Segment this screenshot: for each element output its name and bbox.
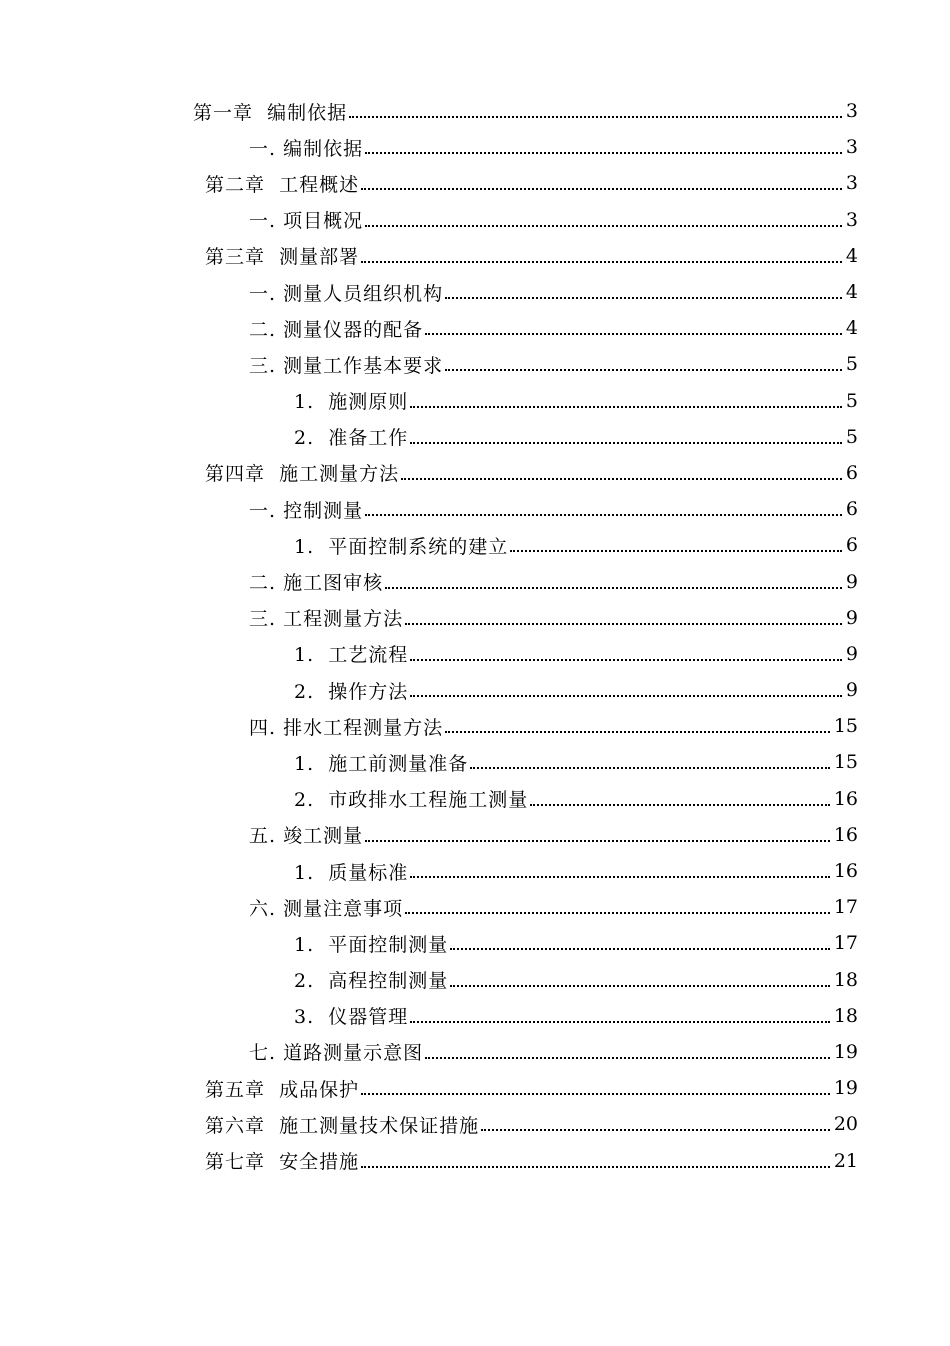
toc-entry-label: 第二章 工程概述: [205, 173, 360, 196]
toc-entry[interactable]: [0, 1142, 950, 1178]
dot-leader: [410, 695, 842, 697]
toc-entry-page-number: 6: [845, 461, 858, 484]
toc-entry-label: 2. 操作方法: [294, 680, 409, 703]
toc-entry-page-number: 20: [833, 1113, 858, 1136]
toc-entry-label: 二. 测量仪器的配备: [249, 318, 424, 341]
toc-entry[interactable]: [0, 455, 950, 491]
toc-entry-label: 一. 编制依据: [249, 137, 364, 160]
toc-entry-inner: [205, 1075, 950, 1102]
toc-entry-inner: [249, 713, 950, 740]
dot-leader: [445, 297, 842, 299]
dot-leader: [410, 659, 842, 661]
dot-leader: [510, 550, 842, 552]
toc-entry-label: 1. 平面控制测量: [294, 933, 449, 956]
dot-leader: [349, 116, 842, 118]
toc-entry[interactable]: [0, 419, 950, 455]
toc-entry-inner: [249, 821, 950, 848]
toc-entry[interactable]: [0, 744, 950, 780]
dot-leader: [365, 225, 842, 227]
toc-entry[interactable]: [0, 1106, 950, 1142]
toc-entry-page-number: 18: [833, 1004, 858, 1027]
toc-entry-inner: [249, 315, 950, 342]
toc-entry-label: 第三章 测量部署: [205, 246, 360, 269]
toc-entry-page-number: 5: [845, 425, 858, 448]
toc-entry[interactable]: [0, 925, 950, 961]
dot-leader: [361, 1166, 830, 1168]
toc-entry[interactable]: [0, 274, 950, 310]
toc-entry-label: 一. 项目概况: [249, 210, 364, 233]
toc-entry-page-number: 9: [845, 642, 858, 665]
toc-entry-inner: [205, 1111, 950, 1138]
toc-entry[interactable]: [0, 202, 950, 238]
toc-entry-page-number: 17: [833, 932, 858, 955]
toc-entry-inner: [205, 170, 950, 197]
toc-entry[interactable]: [0, 998, 950, 1034]
toc-entry-inner: [294, 785, 950, 812]
toc-entry-inner: [294, 1002, 950, 1029]
toc-entry[interactable]: [0, 238, 950, 274]
toc-entry-label: 第七章 安全措施: [205, 1151, 360, 1174]
toc-entry-inner: [294, 423, 950, 450]
toc-entry-label: 1. 工艺流程: [294, 644, 409, 667]
toc-entry[interactable]: [0, 346, 950, 382]
toc-entry[interactable]: [0, 672, 950, 708]
toc-entry-page-number: 9: [845, 570, 858, 593]
toc-entry-page-number: 6: [845, 534, 858, 557]
toc-entry-label: 第四章 施工测量方法: [205, 463, 400, 486]
dot-leader: [470, 767, 830, 769]
toc-entry[interactable]: [0, 165, 950, 201]
toc-entry-page-number: 16: [833, 787, 858, 810]
toc-entry-page-number: 9: [845, 606, 858, 629]
toc-entry-inner: [249, 894, 950, 921]
toc-entry[interactable]: [0, 1034, 950, 1070]
dot-leader: [410, 876, 830, 878]
toc-entry-inner: [249, 351, 950, 378]
toc-entry-label: 一. 测量人员组织机构: [249, 282, 444, 305]
toc-entry[interactable]: [0, 853, 950, 889]
toc-entry-page-number: 18: [833, 968, 858, 991]
toc-entry[interactable]: [0, 708, 950, 744]
toc-entry-page-number: 3: [845, 208, 858, 231]
toc-entry-page-number: 16: [833, 823, 858, 846]
toc-entry-page-number: 3: [845, 172, 858, 195]
dot-leader: [405, 912, 830, 914]
dot-leader: [410, 1021, 830, 1023]
toc-entry[interactable]: [0, 129, 950, 165]
toc-entry[interactable]: [0, 527, 950, 563]
toc-entry-label: 2. 准备工作: [294, 427, 409, 450]
toc-entry-label: 2. 高程控制测量: [294, 970, 449, 993]
toc-entry-inner: [249, 496, 950, 523]
toc-entry-page-number: 17: [833, 896, 858, 919]
dot-leader: [365, 514, 842, 516]
toc-entry-page-number: 4: [845, 281, 858, 304]
toc-entry[interactable]: [0, 636, 950, 672]
toc-entry[interactable]: [0, 962, 950, 998]
toc-entry[interactable]: [0, 600, 950, 636]
toc-entry-inner: [249, 206, 950, 233]
toc-entry-inner: [193, 98, 950, 125]
toc-entry-inner: [294, 532, 950, 559]
toc-entry-inner: [294, 930, 950, 957]
toc-entry-label: 1. 施工前测量准备: [294, 752, 469, 775]
toc-entry[interactable]: [0, 781, 950, 817]
dot-leader: [425, 333, 842, 335]
toc-entry[interactable]: [0, 817, 950, 853]
toc-entry-inner: [205, 459, 950, 486]
toc-entry-inner: [294, 640, 950, 667]
toc-entry-label: 三. 测量工作基本要求: [249, 354, 444, 377]
toc-entry-page-number: 19: [833, 1040, 858, 1063]
toc-entry-label: 2. 市政排水工程施工测量: [294, 789, 529, 812]
toc-entry-label: 1. 平面控制系统的建立: [294, 535, 509, 558]
dot-leader: [450, 948, 830, 950]
toc-entry-label: 1. 施测原则: [294, 391, 409, 414]
dot-leader: [450, 985, 830, 987]
toc-entry-page-number: 3: [845, 100, 858, 123]
toc-entry-label: 第五章 成品保护: [205, 1078, 360, 1101]
dot-leader: [365, 840, 830, 842]
toc-entry[interactable]: [0, 310, 950, 346]
toc-entry[interactable]: [0, 563, 950, 599]
toc-entry[interactable]: [0, 1070, 950, 1106]
toc-entry-inner: [249, 568, 950, 595]
dot-leader: [410, 406, 842, 408]
toc-entry[interactable]: [0, 889, 950, 925]
dot-leader: [361, 261, 842, 263]
dot-leader: [445, 731, 830, 733]
toc-entry-page-number: 4: [845, 317, 858, 340]
toc-entry-inner: [249, 134, 950, 161]
toc-entry-inner: [294, 677, 950, 704]
toc-entry-label: 一. 控制测量: [249, 499, 364, 522]
toc-entry[interactable]: [0, 383, 950, 419]
toc-entry-page-number: 5: [845, 389, 858, 412]
toc-entry-label: 七. 道路测量示意图: [249, 1042, 424, 1065]
toc-entry-label: 第一章 编制依据: [193, 101, 348, 124]
toc-entry-inner: [249, 604, 950, 631]
toc-entry-page-number: 15: [833, 715, 858, 738]
toc-entry-inner: [294, 858, 950, 885]
toc-entry-page-number: 15: [833, 751, 858, 774]
toc-entry-page-number: 5: [845, 353, 858, 376]
dot-leader: [365, 152, 842, 154]
toc-entry-label: 四. 排水工程测量方法: [249, 716, 444, 739]
toc-entry-inner: [294, 749, 950, 776]
toc-entry-page-number: 9: [845, 679, 858, 702]
toc-entry-label: 五. 竣工测量: [249, 825, 364, 848]
dot-leader: [361, 1093, 830, 1095]
dot-leader: [425, 1057, 830, 1059]
dot-leader: [385, 587, 842, 589]
toc-entry-page-number: 16: [833, 860, 858, 883]
toc-entry[interactable]: [0, 93, 950, 129]
toc-entry-page-number: 6: [845, 498, 858, 521]
table-of-contents: [0, 93, 950, 1179]
toc-entry-inner: [249, 1038, 950, 1065]
toc-entry-page-number: 4: [845, 244, 858, 267]
toc-entry-inner: [294, 966, 950, 993]
toc-entry-label: 第六章 施工测量技术保证措施: [205, 1114, 480, 1137]
dot-leader: [410, 442, 842, 444]
toc-entry-label: 3. 仪器管理: [294, 1006, 409, 1029]
dot-leader: [445, 369, 842, 371]
dot-leader: [405, 623, 842, 625]
toc-entry-label: 二. 施工图审核: [249, 572, 384, 595]
toc-entry-label: 六. 测量注意事项: [249, 897, 404, 920]
toc-entry-inner: [205, 242, 950, 269]
toc-entry-inner: [294, 387, 950, 414]
toc-entry-inner: [249, 279, 950, 306]
toc-entry[interactable]: [0, 491, 950, 527]
toc-entry-label: 1. 质量标准: [294, 861, 409, 884]
toc-entry-inner: [205, 1147, 950, 1174]
dot-leader: [530, 804, 830, 806]
toc-entry-page-number: 19: [833, 1077, 858, 1100]
dot-leader: [481, 1129, 830, 1131]
toc-entry-label: 三. 工程测量方法: [249, 608, 404, 631]
toc-entry-page-number: 21: [833, 1149, 858, 1172]
dot-leader: [361, 188, 842, 190]
toc-entry-page-number: 3: [845, 136, 858, 159]
dot-leader: [401, 478, 842, 480]
